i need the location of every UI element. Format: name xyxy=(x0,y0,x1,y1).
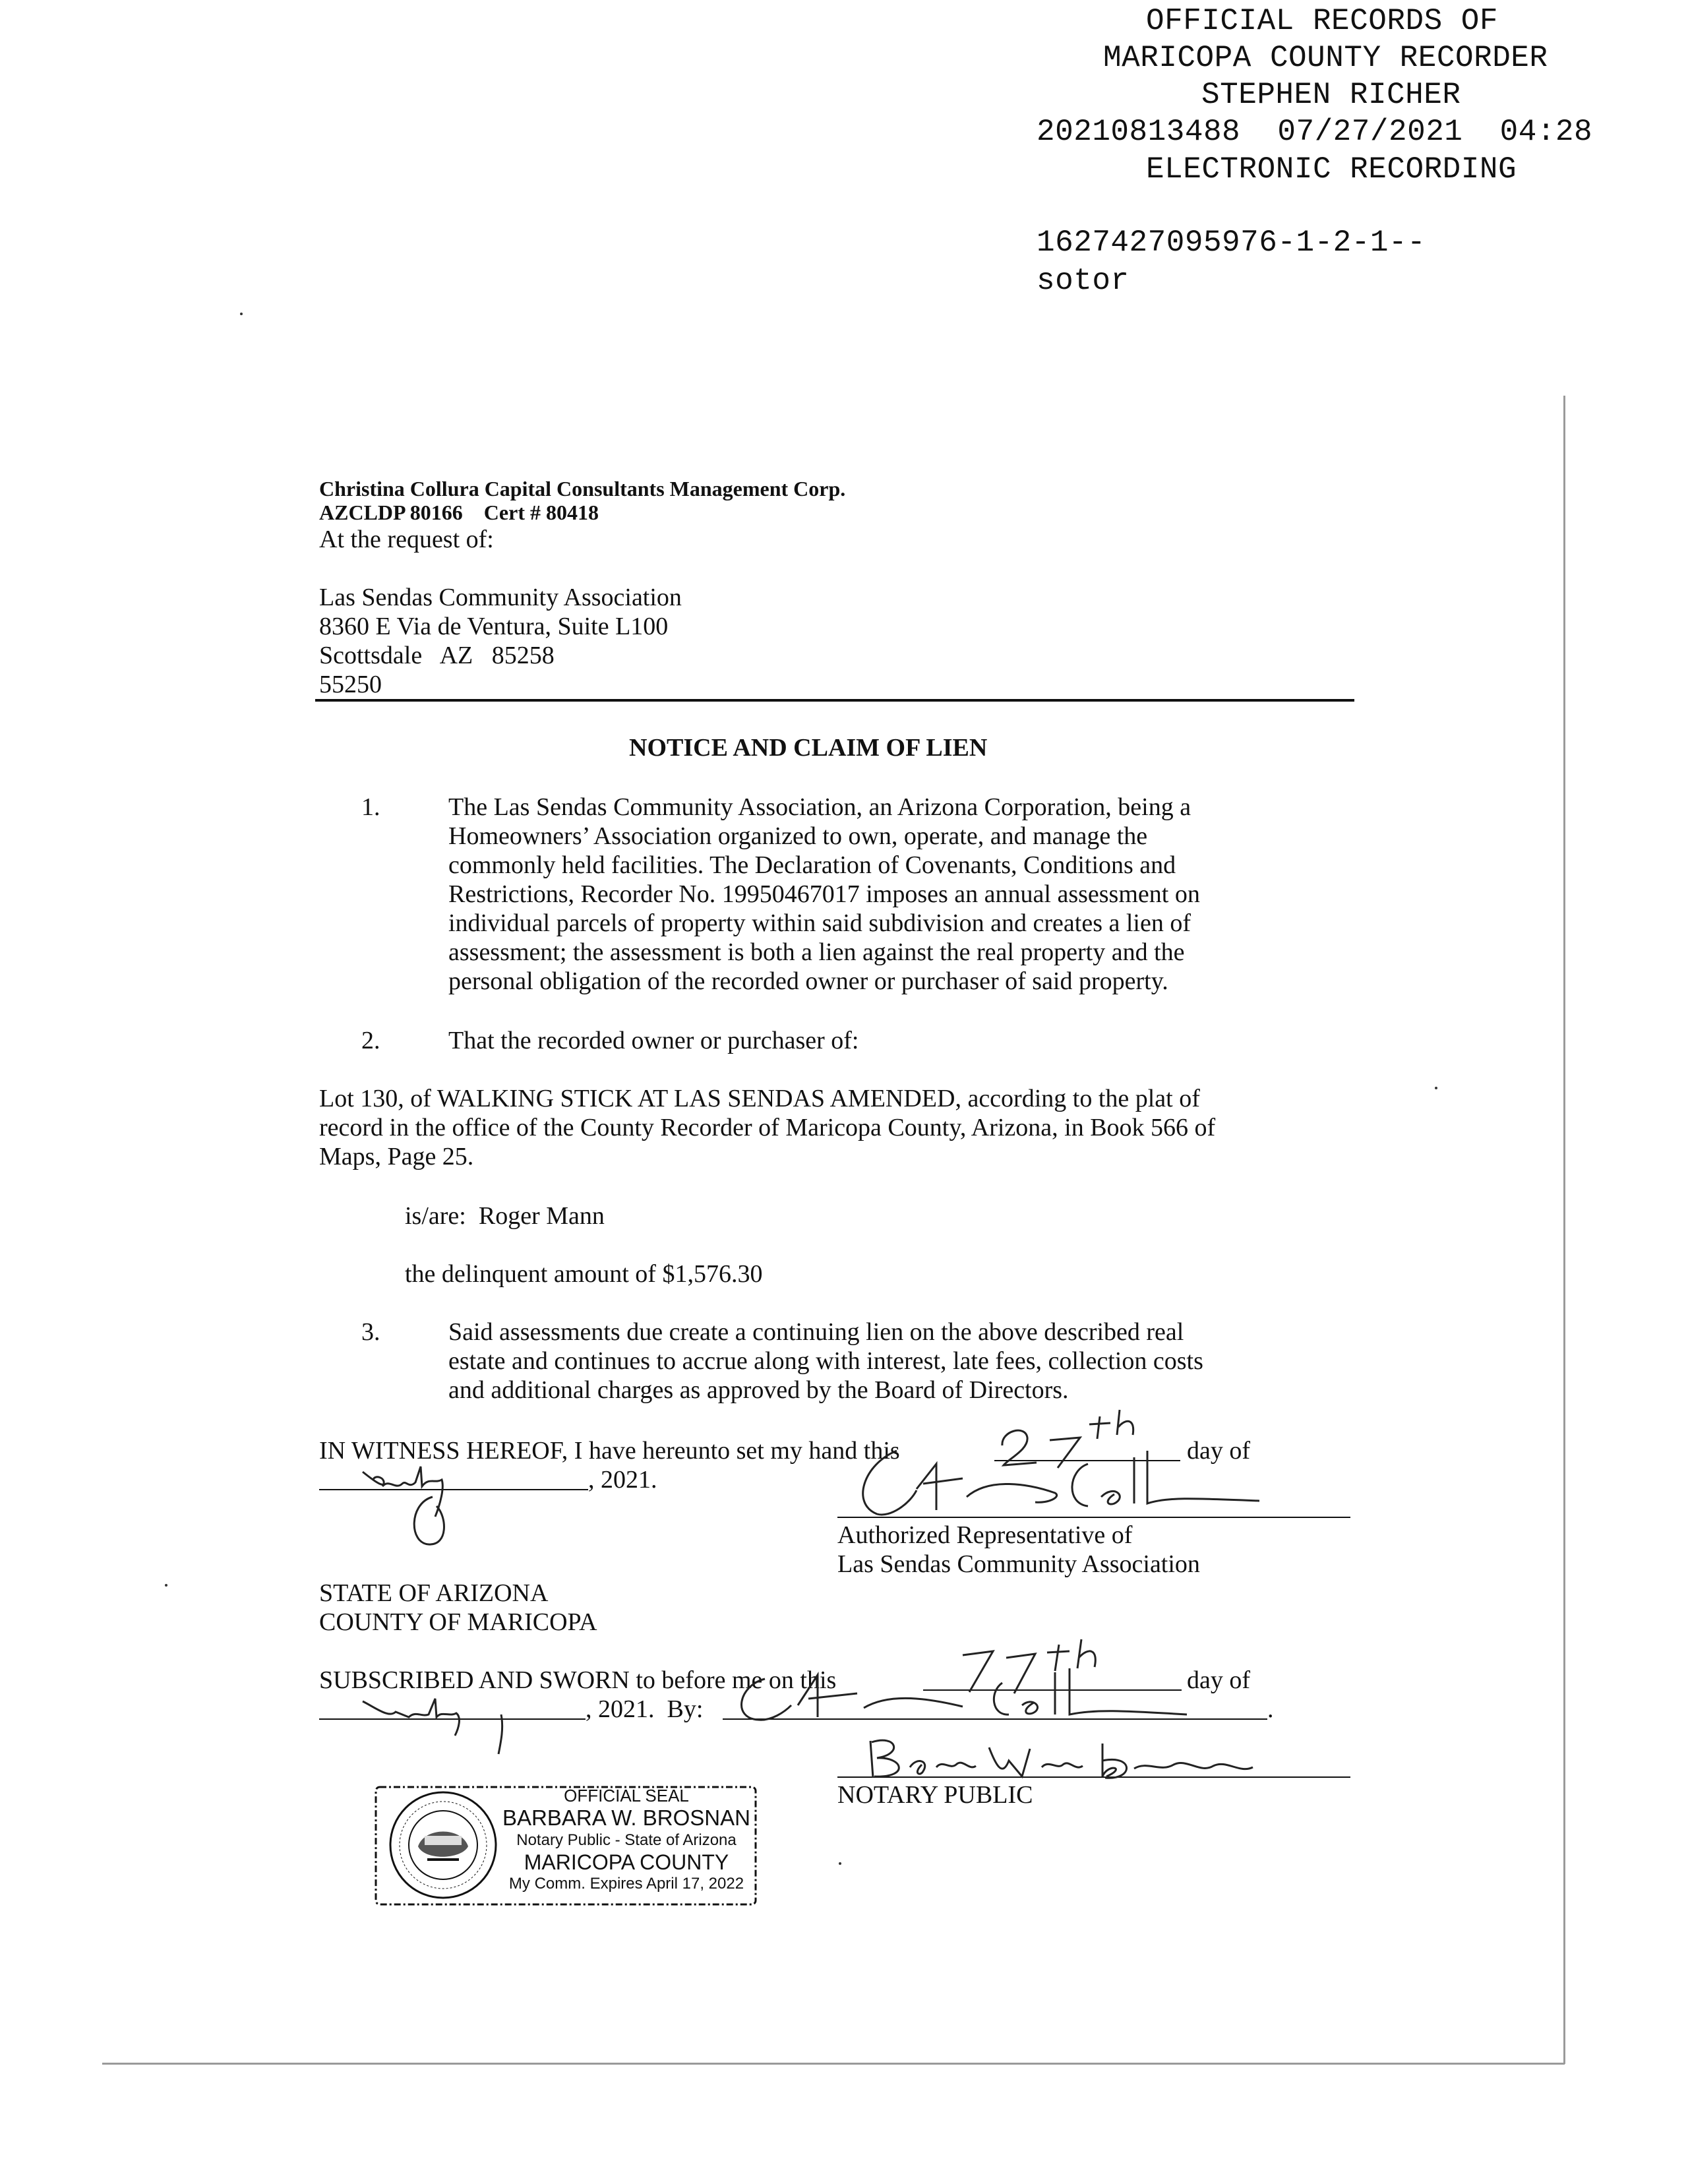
notary-seal-text xyxy=(501,1780,752,1894)
item-3-line: estate and continues to accrue along with interest, late fees, collection costs xyxy=(448,1347,1203,1375)
sworn-year-by: , 2021. By: xyxy=(586,1695,704,1723)
notary-signature xyxy=(857,1728,1292,1787)
witness-year: , 2021. xyxy=(588,1466,657,1494)
sworn-period: . xyxy=(1267,1695,1274,1723)
scan-border-right xyxy=(1563,396,1565,2064)
recorder-name: STEPHEN RICHER xyxy=(1201,78,1461,112)
handwritten-month-july xyxy=(343,1457,541,1569)
seal-expiration: My Comm. Expires April 17, 2022 xyxy=(508,1875,744,1893)
owner-line: is/are: Roger Mann xyxy=(405,1202,605,1230)
submitter-code: sotor xyxy=(1037,264,1130,298)
scan-border-bottom xyxy=(102,2063,1565,2065)
county-venue: COUNTY OF MARICOPA xyxy=(319,1608,597,1636)
sworn-statement: SUBSCRIBED AND SWORN to before me on this xyxy=(319,1666,837,1694)
legal-description-line: record in the office of the County Recorder of Maricopa County, Arizona, in Book 566 of xyxy=(319,1114,1216,1141)
preparer-license: AZCLDP 80166 Cert # 80418 xyxy=(319,501,599,524)
witness-statement: IN WITNESS HEREOF, I have hereunto set my hand this xyxy=(319,1437,900,1465)
item-1-number: 1. xyxy=(361,793,380,821)
item-1-line: The Las Sendas Community Association, an Arizona Corporation, being a xyxy=(448,793,1191,821)
request-label: At the request of: xyxy=(319,526,494,553)
item-1-line: individual parcels of property within said subdivision and creates a lien of xyxy=(448,909,1191,937)
sworn-day-of: day of xyxy=(1187,1666,1251,1694)
seal-notary-name: BARBARA W. BROSNAN xyxy=(502,1805,750,1830)
seal-commission: Notary Public - State of Arizona xyxy=(516,1831,737,1849)
item-3-line: Said assessments due create a continuing lien on the above described real xyxy=(448,1318,1184,1346)
item-1-line: assessment; the assessment is both a lien against the real property and the xyxy=(448,938,1185,966)
state-venue: STATE OF ARIZONA xyxy=(319,1579,549,1607)
item-1-text xyxy=(448,793,1200,996)
item-1-line: commonly held facilities. The Declaration of Covenants, Conditions and xyxy=(448,851,1176,879)
item-3-text xyxy=(448,1318,1203,1405)
item-1-line: Restrictions, Recorder No. 19950467017 imposes an annual assessment on xyxy=(448,880,1200,908)
header-divider xyxy=(315,699,1354,702)
association-street: 8360 E Via de Ventura, Suite L100 xyxy=(319,613,669,640)
document-title: NOTICE AND CLAIM OF LIEN xyxy=(629,734,988,762)
scan-speck xyxy=(839,1862,841,1865)
delinquent-amount: the delinquent amount of $1,576.30 xyxy=(405,1260,763,1288)
association-name: Las Sendas Community Association xyxy=(319,584,682,611)
seal-title: OFFICIAL SEAL xyxy=(564,1786,689,1805)
association-city: Scottsdale AZ 85258 xyxy=(319,642,555,669)
scan-speck xyxy=(165,1584,167,1587)
representative-title: Authorized Representative of xyxy=(837,1521,1133,1549)
submission-id: 1627427095976-1-2-1-- xyxy=(1037,226,1426,260)
recording-number-date-time: 20210813488 07/27/2021 04:28 xyxy=(1037,115,1593,149)
legal-description-line: Maps, Page 25. xyxy=(319,1143,474,1170)
item-2-number: 2. xyxy=(361,1027,380,1054)
item-1-line: Homeowners’ Association organized to own, operate, and manage the xyxy=(448,822,1148,850)
item-3-number: 3. xyxy=(361,1318,380,1346)
notary-public-label: NOTARY PUBLIC xyxy=(837,1781,1033,1809)
association-account: 55250 xyxy=(319,671,382,698)
seal-county: MARICOPA COUNTY xyxy=(524,1850,729,1874)
preparer-company: Christina Collura Capital Consultants Management Corp. xyxy=(319,477,846,501)
handwritten-signer-signature xyxy=(725,1659,1226,1725)
recorder-header-line-2: MARICOPA COUNTY RECORDER xyxy=(1103,41,1548,75)
representative-signature xyxy=(837,1438,1273,1523)
handwritten-sworn-month-july xyxy=(343,1688,514,1761)
item-2-text: That the recorded owner or purchaser of: xyxy=(448,1027,859,1054)
legal-description-line: Lot 130, of WALKING STICK AT LAS SENDAS AMENDED, according to the plat of xyxy=(319,1085,1200,1112)
witness-day-of: day of xyxy=(1187,1437,1251,1465)
recorder-header-line-1: OFFICIAL RECORDS OF xyxy=(1146,4,1498,38)
item-1-line: personal obligation of the recorded owner or purchaser of said property. xyxy=(448,967,1168,995)
item-3-line: and additional charges as approved by the Board of Directors. xyxy=(448,1376,1069,1404)
scan-speck xyxy=(1435,1087,1437,1089)
scan-speck xyxy=(240,313,243,315)
recording-type: ELECTRONIC RECORDING xyxy=(1146,152,1517,187)
representative-org: Las Sendas Community Association xyxy=(837,1550,1200,1578)
legal-description xyxy=(319,1084,1215,1171)
